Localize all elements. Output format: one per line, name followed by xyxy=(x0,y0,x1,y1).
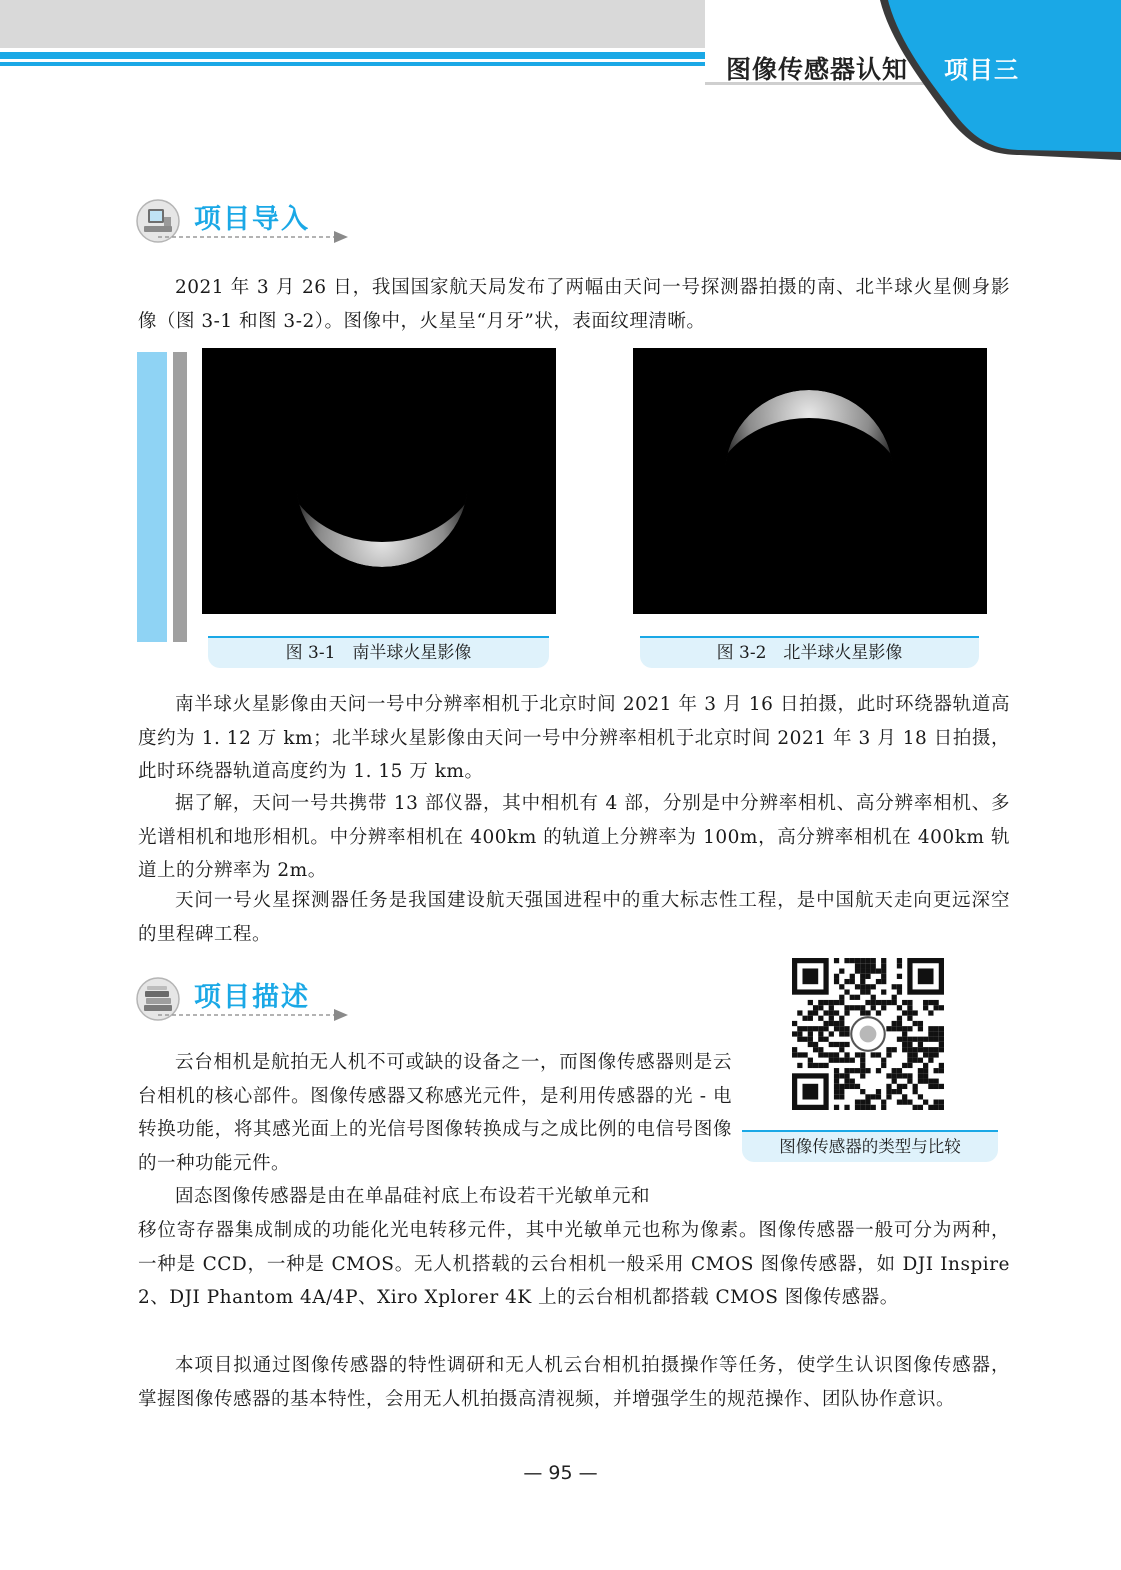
paragraph-intro-4: 天问一号火星探测器任务是我国建设航天强国进程中的重大标志性工程，是中国航天走向更远深空的里程碑工程。 xyxy=(138,890,1010,945)
figure-caption-1: 图 3-1 南半球火星影像 xyxy=(208,636,549,668)
paragraph-intro-3: 据了解，天问一号共携带 13 部仪器，其中相机有 4 部，分别是中分辨率相机、高分辨率相机、多光谱相机和地形相机。中分辨率相机在 400km 的轨道上分辨率为 100m，高分辨率相机在 400km 轨道上的分辨率为 2m。 xyxy=(138,793,1010,881)
dashed-arrow-icon xyxy=(158,1009,348,1021)
project-label: 项目三 xyxy=(944,56,1019,84)
qr-caption: 图像传感器的类型与比较 xyxy=(742,1130,998,1162)
page-number: — 95 — xyxy=(523,1462,598,1484)
section-title-intro: 项目导入 xyxy=(194,204,310,235)
header-blue-stripe-thin xyxy=(0,62,705,66)
paragraph-desc-2-cont: 移位寄存器集成制成的功能化光电转移元件，其中光敏单元也称为像素。图像传感器一般可分为两种，一种是 CCD，一种是 CMOS。无人机搭载的云台相机一般采用 CMOS 图像传感器，如 DJI Inspire 2、DJI Phantom 4A/4P、Xiro Xplorer 4K 上的云台相机都搭载 CMOS 图像传感器。 xyxy=(138,1220,1010,1308)
figure-caption-2: 图 3-2 北半球火星影像 xyxy=(640,636,979,668)
book-title: 图像传感器认知 xyxy=(726,55,909,84)
figure-decor-bar-blue xyxy=(137,352,167,642)
header-blue-stripe xyxy=(0,52,705,59)
paragraph-desc-1: 云台相机是航拍无人机不可或缺的设备之一，而图像传感器则是云台相机的核心部件。图像传感器又称感光元件，是利用传感器的光 - 电转换功能，将其感光面上的光信号图像转换成与之成比例的电信号图像的一种功能元件。 xyxy=(138,1052,732,1174)
header-gray-band xyxy=(0,0,705,48)
paragraph-intro-2: 南半球火星影像由天问一号中分辨率相机于北京时间 2021 年 3 月 16 日拍摄，此时环绕器轨道高度约为 1. 12 万 km；北半球火星影像由天问一号中分辨率相机于北京时间 2021 年 3 月 18 日拍摄，此时环绕器轨道高度约为 1. 15 万 km。 xyxy=(138,694,1010,782)
mars-north-image xyxy=(633,348,987,614)
paragraph-desc-3: 本项目拟通过图像传感器的特性调研和无人机云台相机拍摄操作等任务，使学生认识图像传感器，掌握图像传感器的基本特性，会用无人机拍摄高清视频，并增强学生的规范操作、团队协作意识。 xyxy=(138,1355,1010,1410)
paragraph-desc-2-start: 固态图像传感器是由在单晶硅衬底上布设若干光敏单元和 xyxy=(175,1186,651,1207)
section-heading-desc xyxy=(136,975,376,1035)
figure-decor-bar-gray xyxy=(173,352,187,642)
paragraph-intro-1: 2021 年 3 月 26 日，我国国家航天局发布了两幅由天问一号探测器拍摄的南、北半球火星侧身影像（图 3-1 和图 3-2）。图像中，火星呈“月牙”状，表面纹理清晰。 xyxy=(138,277,1010,332)
mars-south-image xyxy=(202,348,556,614)
dashed-arrow-icon xyxy=(158,231,348,243)
qr-code-icon[interactable] xyxy=(792,958,944,1110)
section-title-desc: 项目描述 xyxy=(194,982,310,1013)
section-heading-intro xyxy=(136,197,376,257)
